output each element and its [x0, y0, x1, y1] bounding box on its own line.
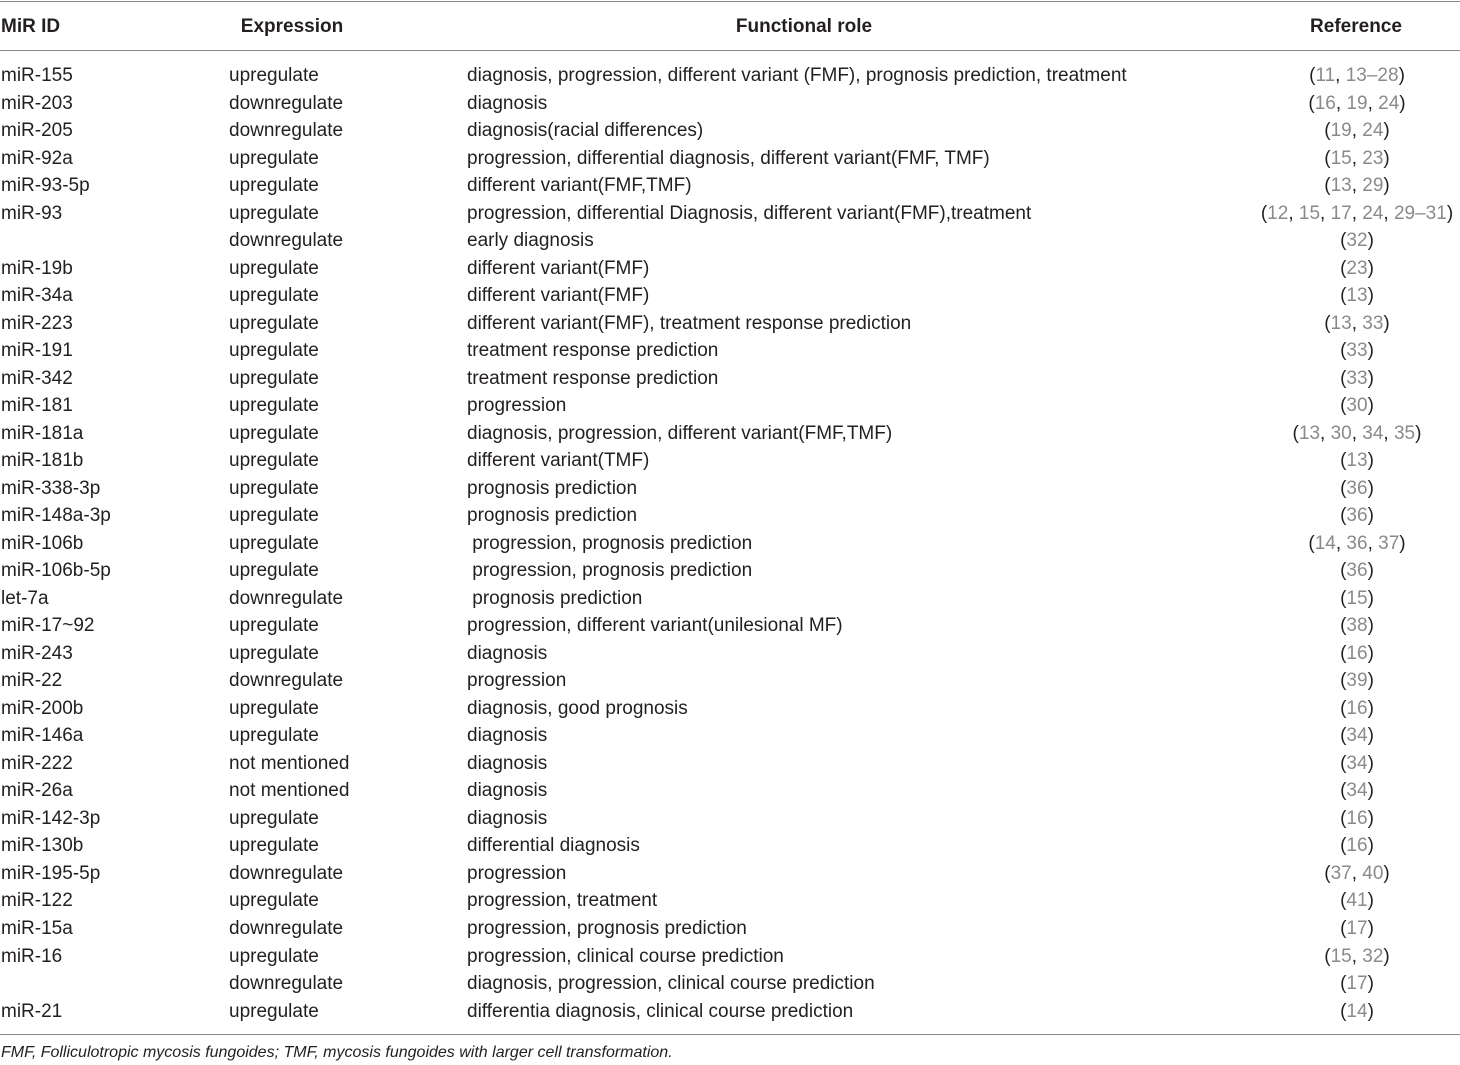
table-row	[0, 530, 1460, 558]
cell-functional-role: diagnosis, progression, clinical course prediction	[467, 973, 875, 995]
cell-expression: upregulate	[229, 615, 319, 637]
cell-reference: (23)	[1340, 257, 1374, 279]
cell-expression: upregulate	[229, 560, 319, 582]
cell-reference: (30)	[1340, 395, 1374, 417]
reference-link[interactable]: 39	[1346, 670, 1368, 692]
reference-link[interactable]: 29–31	[1393, 202, 1447, 224]
cell-expression: downregulate	[229, 120, 344, 142]
cell-expression: downregulate	[229, 587, 344, 609]
table-body	[0, 62, 1460, 1025]
reference-link[interactable]: 13	[1330, 312, 1352, 334]
cell-functional-role: diagnosis	[467, 725, 548, 747]
reference-link[interactable]: 12	[1267, 202, 1289, 224]
cell-functional-role: progression	[467, 670, 567, 692]
reference-link[interactable]: 32	[1362, 945, 1384, 967]
header-functional-role: Functional role	[735, 16, 873, 37]
reference-link[interactable]: 34	[1346, 725, 1368, 747]
cell-expression: not mentioned	[229, 780, 350, 802]
cell-reference: (34)	[1340, 780, 1374, 802]
cell-reference: (13)	[1340, 285, 1374, 307]
cell-reference: (19, 24)	[1324, 120, 1390, 142]
cell-functional-role: differentia diagnosis, clinical course prediction	[467, 1000, 854, 1022]
reference-link[interactable]: 16	[1346, 697, 1368, 719]
table-row	[0, 585, 1460, 613]
reference-link[interactable]: 37	[1378, 532, 1400, 554]
cell-functional-role: diagnosis	[467, 92, 548, 114]
cell-expression: upregulate	[229, 945, 319, 967]
reference-link[interactable]: 40	[1362, 862, 1384, 884]
cell-reference: (12, 15, 17, 24, 29–31)	[1260, 202, 1454, 224]
cell-reference: (36)	[1340, 477, 1374, 499]
table-row	[0, 282, 1460, 310]
cell-reference: (16)	[1340, 807, 1374, 829]
table-row	[0, 200, 1460, 228]
reference-link[interactable]: 34	[1346, 752, 1368, 774]
cell-mir-id: miR-181b	[1, 450, 84, 472]
cell-reference: (36)	[1340, 505, 1374, 527]
reference-link[interactable]: 36	[1346, 505, 1368, 527]
table-row	[0, 447, 1460, 475]
reference-link[interactable]: 17	[1330, 202, 1352, 224]
cell-expression: upregulate	[229, 202, 319, 224]
table-row	[0, 943, 1460, 971]
reference-link[interactable]: 13	[1346, 285, 1368, 307]
cell-functional-role: treatment response prediction	[467, 340, 719, 362]
cell-mir-id: miR-200b	[1, 697, 84, 719]
cell-functional-role: prognosis prediction	[467, 505, 638, 527]
cell-mir-id: miR-26a	[1, 780, 73, 802]
table-row	[0, 777, 1460, 805]
reference-link[interactable]: 13	[1330, 175, 1352, 197]
reference-link[interactable]: 16	[1346, 835, 1368, 857]
cell-reference: (11, 13–28)	[1309, 65, 1405, 86]
cell-mir-id: miR-181	[1, 395, 73, 417]
cell-mir-id: miR-203	[1, 92, 73, 114]
reference-link[interactable]: 15	[1330, 945, 1352, 967]
cell-expression: upregulate	[229, 450, 319, 472]
reference-link[interactable]: 16	[1346, 807, 1368, 829]
reference-link[interactable]: 33	[1346, 340, 1368, 362]
reference-link[interactable]: 38	[1346, 615, 1368, 637]
reference-link[interactable]: 36	[1346, 477, 1368, 499]
cell-functional-role: progression, treatment	[467, 890, 658, 912]
cell-expression: upregulate	[229, 835, 319, 857]
cell-reference: (13)	[1340, 450, 1374, 472]
cell-functional-role: treatment response prediction	[467, 367, 719, 389]
cell-functional-role: different variant(TMF)	[467, 450, 650, 472]
cell-reference: (13, 33)	[1324, 312, 1390, 334]
reference-link[interactable]: 32	[1346, 230, 1368, 252]
reference-link[interactable]: 17	[1346, 917, 1368, 939]
reference-link[interactable]: 16	[1314, 92, 1336, 114]
cell-functional-role: diagnosis	[467, 807, 548, 829]
cell-expression: upregulate	[229, 642, 319, 664]
cell-mir-id: miR-205	[1, 120, 73, 142]
table-row	[0, 612, 1460, 640]
cell-functional-role: diagnosis(racial differences)	[467, 120, 704, 142]
table-row	[0, 62, 1460, 90]
cell-functional-role: progression, prognosis prediction	[467, 917, 747, 939]
table-row	[0, 475, 1460, 503]
cell-functional-role: progression, prognosis prediction	[467, 560, 753, 582]
cell-expression: upregulate	[229, 807, 319, 829]
table-row	[0, 695, 1460, 723]
cell-reference: (15, 23)	[1324, 147, 1390, 169]
reference-link[interactable]: 17	[1346, 973, 1368, 995]
table-row	[0, 172, 1460, 200]
table-row	[0, 392, 1460, 420]
cell-reference: (16, 19, 24)	[1308, 92, 1406, 114]
reference-link[interactable]: 24	[1362, 202, 1384, 224]
table-top-rule	[0, 1, 1460, 2]
table-row	[0, 420, 1460, 448]
cell-mir-id: miR-191	[1, 340, 73, 362]
cell-functional-role: different variant(FMF), treatment response prediction	[467, 312, 912, 334]
cell-expression: upregulate	[229, 285, 319, 307]
cell-reference: (33)	[1340, 367, 1374, 389]
cell-expression: upregulate	[229, 725, 319, 747]
cell-functional-role: progression, different variant(unilesional MF)	[467, 615, 843, 637]
cell-mir-id: miR-106b	[1, 532, 84, 554]
reference-link[interactable]: 36	[1346, 560, 1368, 582]
table-row	[0, 750, 1460, 778]
cell-mir-id: miR-222	[1, 752, 73, 774]
reference-link[interactable]: 30	[1330, 422, 1352, 444]
cell-reference: (38)	[1340, 615, 1374, 637]
table-row	[0, 722, 1460, 750]
cell-reference: (34)	[1340, 725, 1374, 747]
table-row	[0, 998, 1460, 1026]
reference-link[interactable]: 19	[1346, 92, 1368, 114]
cell-mir-id: miR-93-5p	[1, 175, 90, 197]
cell-functional-role: diagnosis, good prognosis	[467, 697, 688, 719]
table-row	[0, 832, 1460, 860]
cell-functional-role: diagnosis, progression, different variant(FMF,TMF)	[467, 422, 893, 444]
table-row	[0, 365, 1460, 393]
cell-mir-id: miR-21	[1, 1000, 63, 1022]
cell-expression: upregulate	[229, 505, 319, 527]
cell-expression: downregulate	[229, 670, 344, 692]
cell-mir-id: miR-223	[1, 312, 73, 334]
header-mir-id: MiR ID	[1, 16, 61, 37]
reference-link[interactable]: 19	[1330, 120, 1352, 142]
cell-mir-id: miR-195-5p	[1, 862, 101, 884]
table-row	[0, 337, 1460, 365]
table-footnote: FMF, Folliculotropic mycosis fungoides; TMF, mycosis fungoides with larger cell transformation.	[1, 1044, 673, 1061]
table-row	[0, 667, 1460, 695]
cell-reference: (15, 32)	[1324, 945, 1390, 967]
reference-link[interactable]: 23	[1346, 257, 1368, 279]
cell-mir-id: miR-181a	[1, 422, 84, 444]
cell-mir-id: miR-155	[1, 65, 73, 86]
reference-link[interactable]: 34	[1362, 422, 1384, 444]
cell-functional-role: prognosis prediction	[467, 477, 638, 499]
reference-link[interactable]: 33	[1362, 312, 1384, 334]
cell-expression: upregulate	[229, 312, 319, 334]
reference-link[interactable]: 14	[1314, 532, 1336, 554]
cell-reference: (34)	[1340, 752, 1374, 774]
table-row	[0, 255, 1460, 283]
cell-functional-role: diagnosis, progression, different variant (FMF), prognosis prediction, treatment	[467, 65, 1127, 86]
table-header-rule	[0, 50, 1460, 51]
cell-mir-id: let-7a	[1, 587, 49, 609]
cell-reference: (13, 30, 34, 35)	[1292, 422, 1422, 444]
cell-expression: downregulate	[229, 862, 344, 884]
cell-expression: upregulate	[229, 147, 319, 169]
cell-expression: upregulate	[229, 477, 319, 499]
cell-mir-id: miR-34a	[1, 285, 73, 307]
table-row	[0, 117, 1460, 145]
table-row	[0, 502, 1460, 530]
cell-expression: upregulate	[229, 175, 319, 197]
cell-mir-id: miR-338-3p	[1, 477, 101, 499]
reference-link[interactable]: 11	[1315, 65, 1336, 86]
table-header	[0, 14, 1460, 40]
cell-reference: (17)	[1340, 973, 1374, 995]
cell-reference: (17)	[1340, 917, 1374, 939]
reference-link[interactable]: 14	[1346, 1000, 1368, 1022]
reference-link[interactable]: 35	[1393, 422, 1416, 444]
cell-reference: (15)	[1340, 587, 1374, 609]
reference-link[interactable]: 15	[1298, 202, 1321, 224]
cell-mir-id: miR-17~92	[1, 615, 95, 637]
cell-mir-id: miR-142-3p	[1, 807, 101, 829]
cell-functional-role: differential diagnosis	[467, 835, 640, 857]
cell-functional-role: early diagnosis	[467, 230, 594, 252]
cell-mir-id: miR-93	[1, 202, 63, 224]
header-expression: Expression	[240, 16, 344, 37]
table-row	[0, 90, 1460, 118]
cell-expression: upregulate	[229, 697, 319, 719]
cell-reference: (33)	[1340, 340, 1374, 362]
table-row	[0, 970, 1460, 998]
cell-expression: upregulate	[229, 890, 319, 912]
table-row	[0, 227, 1460, 255]
reference-link[interactable]: 37	[1330, 862, 1352, 884]
cell-functional-role: progression, differential Diagnosis, different variant(FMF),treatment	[467, 202, 1032, 224]
table-row	[0, 310, 1460, 338]
table-row	[0, 915, 1460, 943]
cell-functional-role: different variant(FMF)	[467, 285, 650, 307]
reference-link[interactable]: 13	[1346, 450, 1368, 472]
cell-reference: (16)	[1340, 697, 1374, 719]
cell-reference: (41)	[1340, 890, 1374, 912]
cell-expression: upregulate	[229, 367, 319, 389]
cell-functional-role: progression, clinical course prediction	[467, 945, 784, 967]
cell-mir-id: miR-92a	[1, 147, 73, 169]
cell-functional-role: different variant(FMF,TMF)	[467, 175, 692, 197]
reference-link[interactable]: 13–28	[1345, 65, 1399, 86]
cell-expression: not mentioned	[229, 752, 350, 774]
cell-reference: (16)	[1340, 835, 1374, 857]
cell-mir-id: miR-122	[1, 890, 73, 912]
cell-reference: (37, 40)	[1324, 862, 1390, 884]
cell-functional-role: progression, differential diagnosis, different variant(FMF, TMF)	[467, 147, 990, 169]
table-bottom-rule	[0, 1034, 1460, 1035]
table-row	[0, 145, 1460, 173]
cell-reference: (32)	[1340, 230, 1374, 252]
reference-link[interactable]: 16	[1346, 642, 1368, 664]
cell-expression: upregulate	[229, 532, 319, 554]
table-row	[0, 557, 1460, 585]
reference-link[interactable]: 15	[1330, 147, 1352, 169]
cell-functional-role: progression	[467, 395, 567, 417]
cell-expression: upregulate	[229, 395, 319, 417]
cell-expression: upregulate	[229, 1000, 319, 1022]
cell-expression: downregulate	[229, 917, 344, 939]
cell-reference: (36)	[1340, 560, 1374, 582]
table-row	[0, 887, 1460, 915]
reference-link[interactable]: 24	[1362, 120, 1384, 142]
cell-functional-role: diagnosis	[467, 752, 548, 774]
cell-expression: upregulate	[229, 340, 319, 362]
cell-reference: (16)	[1340, 642, 1374, 664]
table-row	[0, 860, 1460, 888]
cell-mir-id: miR-15a	[1, 917, 73, 939]
reference-link[interactable]: 36	[1346, 532, 1368, 554]
cell-functional-role: diagnosis	[467, 642, 548, 664]
reference-link[interactable]: 13	[1298, 422, 1321, 444]
cell-mir-id: miR-130b	[1, 835, 84, 857]
cell-reference: (13, 29)	[1324, 175, 1390, 197]
header-reference: Reference	[1310, 16, 1402, 37]
cell-functional-role: progression, prognosis prediction	[467, 532, 753, 554]
reference-link[interactable]: 41	[1346, 890, 1368, 912]
cell-mir-id: miR-243	[1, 642, 73, 664]
cell-functional-role: progression	[467, 862, 567, 884]
cell-mir-id: miR-146a	[1, 725, 84, 747]
cell-expression: downregulate	[229, 230, 344, 252]
table-row	[0, 805, 1460, 833]
cell-mir-id: miR-16	[1, 945, 63, 967]
cell-mir-id: miR-19b	[1, 257, 73, 279]
reference-link[interactable]: 23	[1362, 147, 1384, 169]
reference-link[interactable]: 29	[1362, 175, 1384, 197]
cell-expression: upregulate	[229, 65, 319, 86]
cell-expression: downregulate	[229, 973, 344, 995]
table-row	[0, 640, 1460, 668]
reference-link[interactable]: 15	[1346, 587, 1368, 609]
cell-functional-role: different variant(FMF)	[467, 257, 650, 279]
cell-reference: (14)	[1340, 1000, 1374, 1022]
cell-reference: (39)	[1340, 670, 1374, 692]
reference-link[interactable]: 30	[1346, 395, 1368, 417]
cell-mir-id: miR-106b-5p	[1, 560, 111, 582]
reference-link[interactable]: 34	[1346, 780, 1368, 802]
cell-expression: downregulate	[229, 92, 344, 114]
cell-functional-role: prognosis prediction	[467, 587, 643, 609]
reference-link[interactable]: 33	[1346, 367, 1368, 389]
cell-expression: upregulate	[229, 257, 319, 279]
reference-link[interactable]: 24	[1378, 92, 1400, 114]
cell-mir-id: miR-342	[1, 367, 73, 389]
cell-functional-role: diagnosis	[467, 780, 548, 802]
cell-expression: upregulate	[229, 422, 319, 444]
cell-mir-id: miR-148a-3p	[1, 505, 111, 527]
cell-mir-id: miR-22	[1, 670, 63, 692]
cell-reference: (14, 36, 37)	[1308, 532, 1406, 554]
